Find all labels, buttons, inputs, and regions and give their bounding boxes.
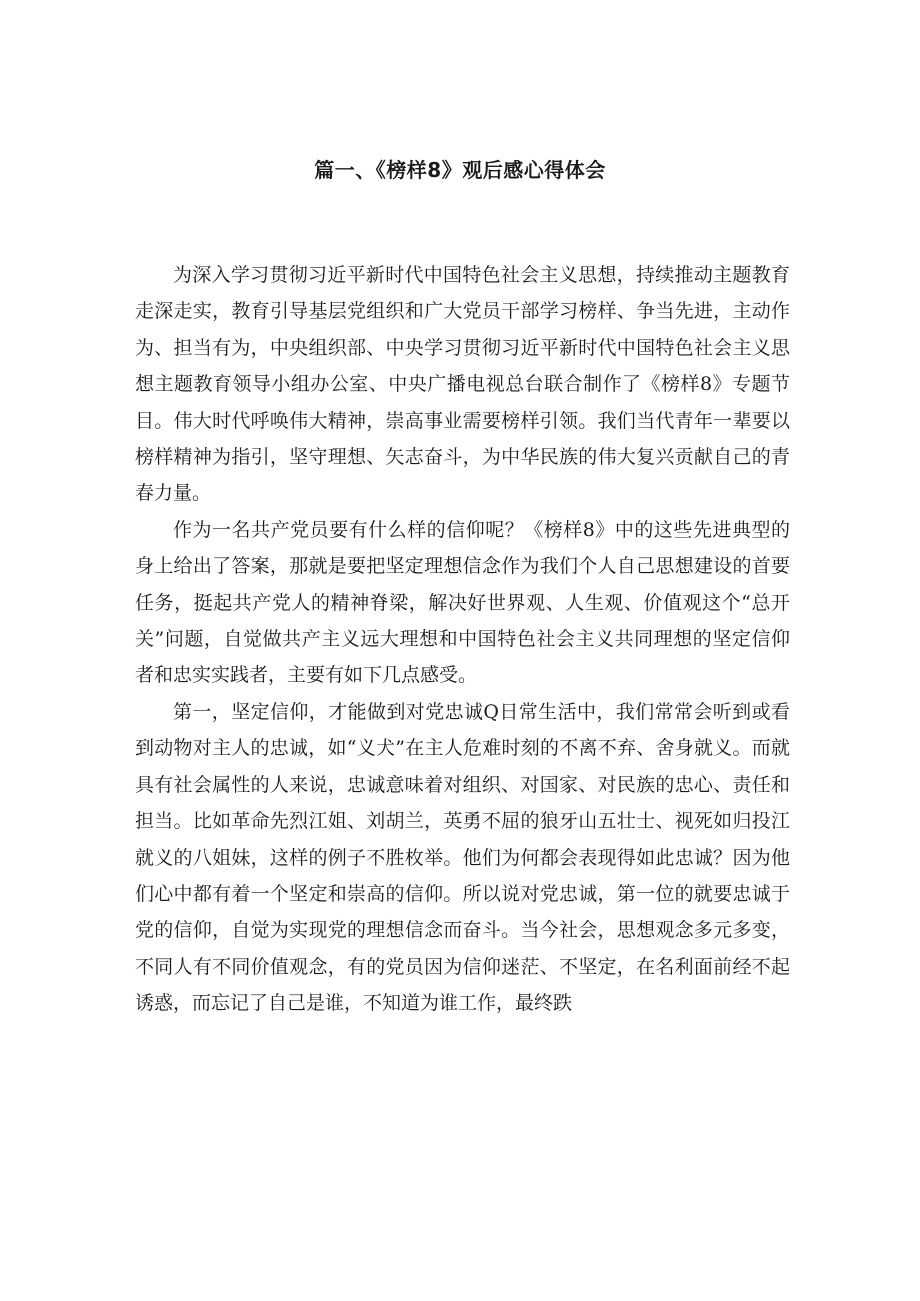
paragraph-1: 为深入学习贯彻习近平新时代中国特色社会主义思想，持续推动主题教育走深走实，教育引导基层党组织和广大党员干部学习榜样、争当先进，主动作为、担当有为，中央组织部、中央学习贯彻习近平新时代中国特色社会主义思想主题教育领导小组办公室、中央广播电视总台联合制作了《榜样8》专题节目。伟大时代呼唤伟大精神，崇高事业需要榜样引领。我们当代青年一辈要以榜样精神为指引，坚守理想、矢志奋斗，为中华民族的伟大复兴贡献自己的青春力量。 — [135, 264, 790, 505]
document-body — [135, 257, 790, 1022]
paragraph-2: 作为一名共产党员要有什么样的信仰呢？《榜样8》中的这些先进典型的身上给出了答案，那就是要把坚定理想信念作为我们个人自己思想建设的首要任务，挺起共产党人的精神脊梁，解决好世界观、人生观、价值观这个“总开关”问题，自觉做共产主义远大理想和中国特色社会主义共同理想的坚定信仰者和忠实实践者，主要有如下几点感受。 — [135, 518, 790, 687]
paragraph-3: 第一，坚定信仰，才能做到对党忠诚Q日常生活中，我们常常会听到或看到动物对主人的忠诚，如“义犬”在主人危难时刻的不离不弃、舍身就义。而就具有社会属性的人来说，忠诚意味着对组织、对国家、对民族的忠心、责任和担当。比如革命先烈江姐、刘胡兰，英勇不屈的狼牙山五壮士、视死如归投江就义的八姐妹，这样的例子不胜枚举。他们为何都会表现得如此忠诚？因为他们心中都有着一个坚定和崇高的信仰。所以说对党忠诚，第一位的就要忠诚于党的信仰，自觉为实现党的理想信念而奋斗。当今社会，思想观念多元多变，不同人有不同价值观念，有的党员因为信仰迷茫、不坚定，在名利面前经不起诱惑，而忘记了自己是谁，不知道为谁工作，最终跌 — [135, 700, 790, 1015]
document-title: 篇一、《榜样8》观后感心得体会 — [314, 158, 606, 182]
